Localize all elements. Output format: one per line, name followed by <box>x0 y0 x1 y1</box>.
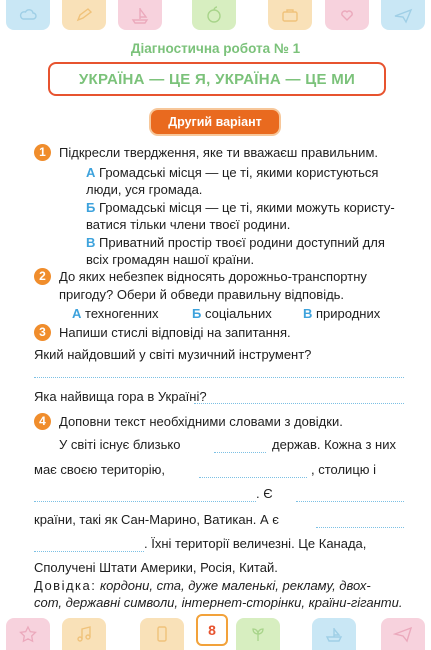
task-4-p1-start: У світі існує близько <box>59 437 181 452</box>
option-b-text: соціальних <box>204 306 272 321</box>
reference-words-1: кордони, ста, дуже маленькі, рекламу, двох- <box>100 578 371 593</box>
top-decor-tabs <box>0 0 431 34</box>
task-1-option-c-line2: всіх громадян нашої країни. <box>86 252 255 267</box>
apple-icon <box>192 0 236 30</box>
task-4-p1-end: держав. Кожна з них <box>272 437 396 452</box>
task-1-text: Підкресли твердження, яке ти вважаєш правильним. <box>59 145 378 160</box>
cloud-icon <box>6 0 50 30</box>
blank-4[interactable] <box>296 501 404 502</box>
task-3-number: 3 <box>34 324 51 341</box>
blank-6[interactable] <box>34 551 144 552</box>
task-4-p2-end: , столицю і <box>311 462 377 477</box>
bottom-decor-tabs <box>0 612 431 650</box>
music-note-icon <box>62 618 106 650</box>
work-subtitle: Діагностична робота № 1 <box>130 41 301 56</box>
task-4-p4: країни, такі як Сан-Марино, Ватикан. А є <box>34 512 279 527</box>
option-a-letter: А <box>86 165 96 180</box>
task-2-option-b[interactable] <box>192 305 302 322</box>
task-4-reference-line1 <box>34 577 404 594</box>
star-icon <box>6 618 50 650</box>
task-3-question-2: Яка найвища гора в Україні? <box>34 389 207 404</box>
option-a-text: техногенних <box>85 306 159 321</box>
task-1-option-b[interactable] <box>86 199 404 216</box>
task-3-text: Напиши стислі відповіді на запитання. <box>59 325 291 340</box>
briefcase-icon <box>268 0 312 30</box>
pencil-icon <box>62 0 106 30</box>
option-b-line1: Громадські місця — це ті, якими можуть користу- <box>98 200 395 215</box>
page-title-box <box>48 62 386 96</box>
answer-line-2[interactable] <box>194 403 404 404</box>
task-4-p2-start: має своєю територію, <box>34 462 165 477</box>
task-3-question-1: Який найдовший у світі музичний інструмент? <box>34 347 312 362</box>
heart-hand-icon <box>325 0 369 30</box>
paper-plane-icon <box>381 618 425 650</box>
plane-icon <box>381 0 425 30</box>
task-2-line2: пригоду? Обери й обведи правильну відповідь. <box>59 287 345 302</box>
page-number: 8 <box>196 614 228 646</box>
task-1-option-b-line2: ватися тільки члени твоєї родини. <box>86 217 291 232</box>
option-c-line1: Приватний простір твоєї родини доступний для <box>99 235 385 250</box>
phone-icon <box>140 618 184 650</box>
option-b-letter: Б <box>192 306 202 321</box>
plant-icon <box>236 618 280 650</box>
page-title: УКРАЇНА — ЦЕ Я, УКРАЇНА — ЦЕ МИ <box>78 70 356 88</box>
ship-icon <box>312 618 356 650</box>
option-a-letter: А <box>72 306 82 321</box>
answer-line-1[interactable] <box>34 377 404 378</box>
variant-badge: Другий варіант <box>151 110 279 134</box>
task-1-option-c[interactable] <box>86 234 404 251</box>
task-2-option-c[interactable] <box>303 305 404 322</box>
task-4-text: Доповни текст необхідними словами з довідки. <box>59 414 343 429</box>
reference-label: Довідка: <box>34 578 97 593</box>
blank-5[interactable] <box>316 527 404 528</box>
option-b-letter: Б <box>86 200 96 215</box>
task-4-reference-line2: сот, державні символи, інтернет-сторінки, країни-гіганти. <box>34 595 403 610</box>
task-1-option-a-line2: люди, уся громада. <box>86 182 203 197</box>
blank-1[interactable] <box>214 452 266 453</box>
task-4-p3: . Є <box>256 486 273 501</box>
option-c-text: природних <box>316 306 381 321</box>
option-a-line1: Громадські місця — це ті, якими користуються <box>99 165 379 180</box>
option-c-letter: В <box>86 235 96 250</box>
task-2-number: 2 <box>34 268 51 285</box>
option-c-letter: В <box>303 306 313 321</box>
task-4-p6: Сполучені Штати Америки, Росія, Китай. <box>34 560 278 575</box>
task-4-p5: . Їхні території величезні. Це Канада, <box>144 536 367 551</box>
task-4-number: 4 <box>34 413 51 430</box>
task-1-option-a[interactable] <box>86 164 404 181</box>
blank-3[interactable] <box>34 501 256 502</box>
task-2-line1: До яких небезпек відносять дорожньо-транспортну <box>59 269 367 284</box>
task-1-number: 1 <box>34 144 51 161</box>
blank-2[interactable] <box>199 477 307 478</box>
sailboat-icon <box>118 0 162 30</box>
